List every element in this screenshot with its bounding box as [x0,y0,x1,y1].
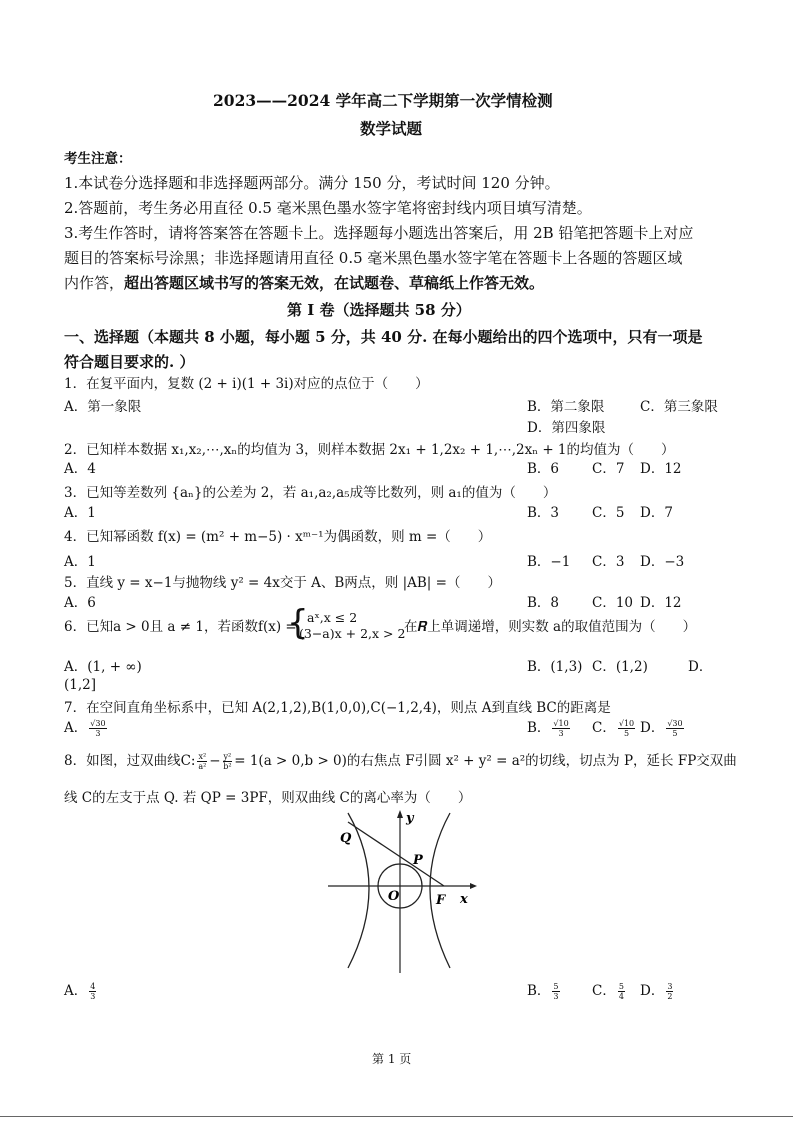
label-q: Q [340,831,352,846]
q8-stem-line-2: 线 C的左支于点 Q. 若 QP = 3PF，则双曲线 C的离心率为（ ） [64,790,472,806]
notice-heading: 考生注意： [64,151,132,167]
q1-option-c: C．第三象限 [640,399,718,415]
notice-line-3a: 3.考生作答时，请将答案答在答题卡上。选择题每小题选出答案后，用 2B 铅笔把答题卡上对应 [64,224,694,242]
q6-option-d: D． [688,659,713,675]
q5-option-d: D．12 [640,595,682,611]
q2-option-c: C．7 [592,461,625,477]
q5-stem: 5．直线 y = x−1与抛物线 y² = 4x交于 A、B两点，则 |AB| =（ ） [64,575,501,591]
tangent-line-qf [348,822,444,886]
label-x: x [460,892,468,907]
notice-line-2: 2.答题前，考生务必用直径 0.5 毫米黑色墨水签字笔将密封线内项目填写清楚。 [64,199,592,217]
q2-option-d: D．12 [640,461,682,477]
q8-option-c: C． $\frac{5}{4}$ [592,982,624,1001]
q4-option-b: B．−1 [527,554,571,570]
q7-option-d: D． $\frac{√30}{5}$ [640,719,683,738]
q5-option-c: C．10 [592,595,634,611]
q6-option-d-value: (1,2] [64,677,97,693]
page-number: 第 1 页 [372,1052,412,1066]
q1-option-b: B．第二象限 [527,399,605,415]
q3-option-d: D．7 [640,505,673,521]
q3-option-c: C．5 [592,505,625,521]
q6-option-c: C．(1,2) [592,659,648,675]
q7-stem: 7．在空间直角坐标系中，已知 A(2,1,2),B(1,0,0),C(−1,2,4)，则点 A到直线 BC的距离是 [64,700,611,716]
q4-option-c: C．3 [592,554,625,570]
q1-option-d: D．第四象限 [527,420,606,436]
q3-stem: 3．已知等差数列 {aₙ}的公差为 2，若 a₁,a₂,a₅成等比数列，则 a₁的值为（ ） [64,485,557,501]
label-f: F [436,893,446,908]
q6-case-1: aˣ,x ≤ 2 [307,610,358,625]
q6-brace: { [287,603,309,643]
y-axis-arrow [397,810,403,818]
exam-title: 2023——2024 学年高二下学期第一次学情检测 [213,91,553,110]
notice-line-1: 1.本试卷分选择题和非选择题两部分。满分 150 分，考试时间 120 分钟。 [64,174,560,192]
q6-option-b: B．(1,3) [527,659,583,675]
part-heading-1: 一、选择题（本题共 8 小题，每小题 5 分，共 40 分. 在每小题给出的四个选项中，只有一项是 [64,328,703,346]
q5-option-b: B．8 [527,595,560,611]
hyperbola-figure [318,808,478,978]
q4-stem: 4．已知幂函数 f(x) = (m² + m−5) · xᵐ⁻¹为偶函数，则 m =（ ） [64,529,492,545]
q7-option-a: A． $\frac{√30}{3}$ [64,719,106,738]
q4-option-a: A．1 [64,554,96,570]
q6-stem-post: 在𝑹上单调递增，则实数 a的取值范围为（ ） [404,619,697,635]
q4-option-d: D．−3 [640,554,685,570]
q7-option-c: C． $\frac{√10}{5}$ [592,719,635,738]
q6-option-a: A．(1, + ∞) [64,659,142,675]
notice-line-3b: 题目的答案标号涂黑；非选择题请用直径 0.5 毫米黑色墨水签字笔在答题卡上各题的答题区域 [64,249,683,267]
notice-line-3c: 内作答，超出答题区域书写的答案无效，在试题卷、草稿纸上作答无效。 [64,274,545,292]
q6-case-2: (3−a)x + 2,x > 2 [299,626,406,641]
section-title: 第 I 卷（选择题共 58 分） [287,301,471,319]
q3-option-a: A．1 [64,505,96,521]
part-heading-2: 符合题目要求的. ） [64,353,195,371]
q2-option-a: A．4 [64,461,96,477]
q8-stem-line-1: 8．如图，过双曲线C: $\frac{\text{x²}}{\text{a²}}$ − $\frac{\text{y²}}{\text{b²}}$ = 1(a > 0,b > 0)的右焦点 F引圆 x² + y² = a²的切线，切点为 P，延长 FP交双曲 [64,752,737,771]
hyperbola-right-branch [430,813,450,968]
label-p: P [413,853,423,868]
q2-stem: 2．已知样本数据 x₁,x₂,⋯,xₙ的均值为 3，则样本数据 2x₁ + 1,2x₂ + 1,⋯,2xₙ + 1的均值为（ ） [64,442,675,458]
label-o: O [388,889,400,904]
q1-option-a: A．第一象限 [64,399,142,415]
q5-option-a: A．6 [64,595,96,611]
label-y: y [406,811,414,826]
q8-option-b: B． $\frac{5}{3}$ [527,982,559,1001]
exam-subject: 数学试题 [360,119,423,138]
page-bottom-rule [0,1116,793,1117]
q1-stem: 1．在复平面内，复数 (2 + i)(1 + 3i)对应的点位于（ ） [64,376,429,392]
q8-option-a: A． $\frac{4}{3}$ [64,982,96,1001]
q2-option-b: B．6 [527,461,560,477]
q3-option-b: B．3 [527,505,560,521]
q6-stem-pre: 6．已知a > 0且 a ≠ 1，若函数f(x) = [64,619,297,635]
q7-option-b: B． $\frac{√10}{3}$ [527,719,569,738]
x-axis-arrow [470,883,477,889]
q8-option-d: D． $\frac{3}{2}$ [640,982,673,1001]
